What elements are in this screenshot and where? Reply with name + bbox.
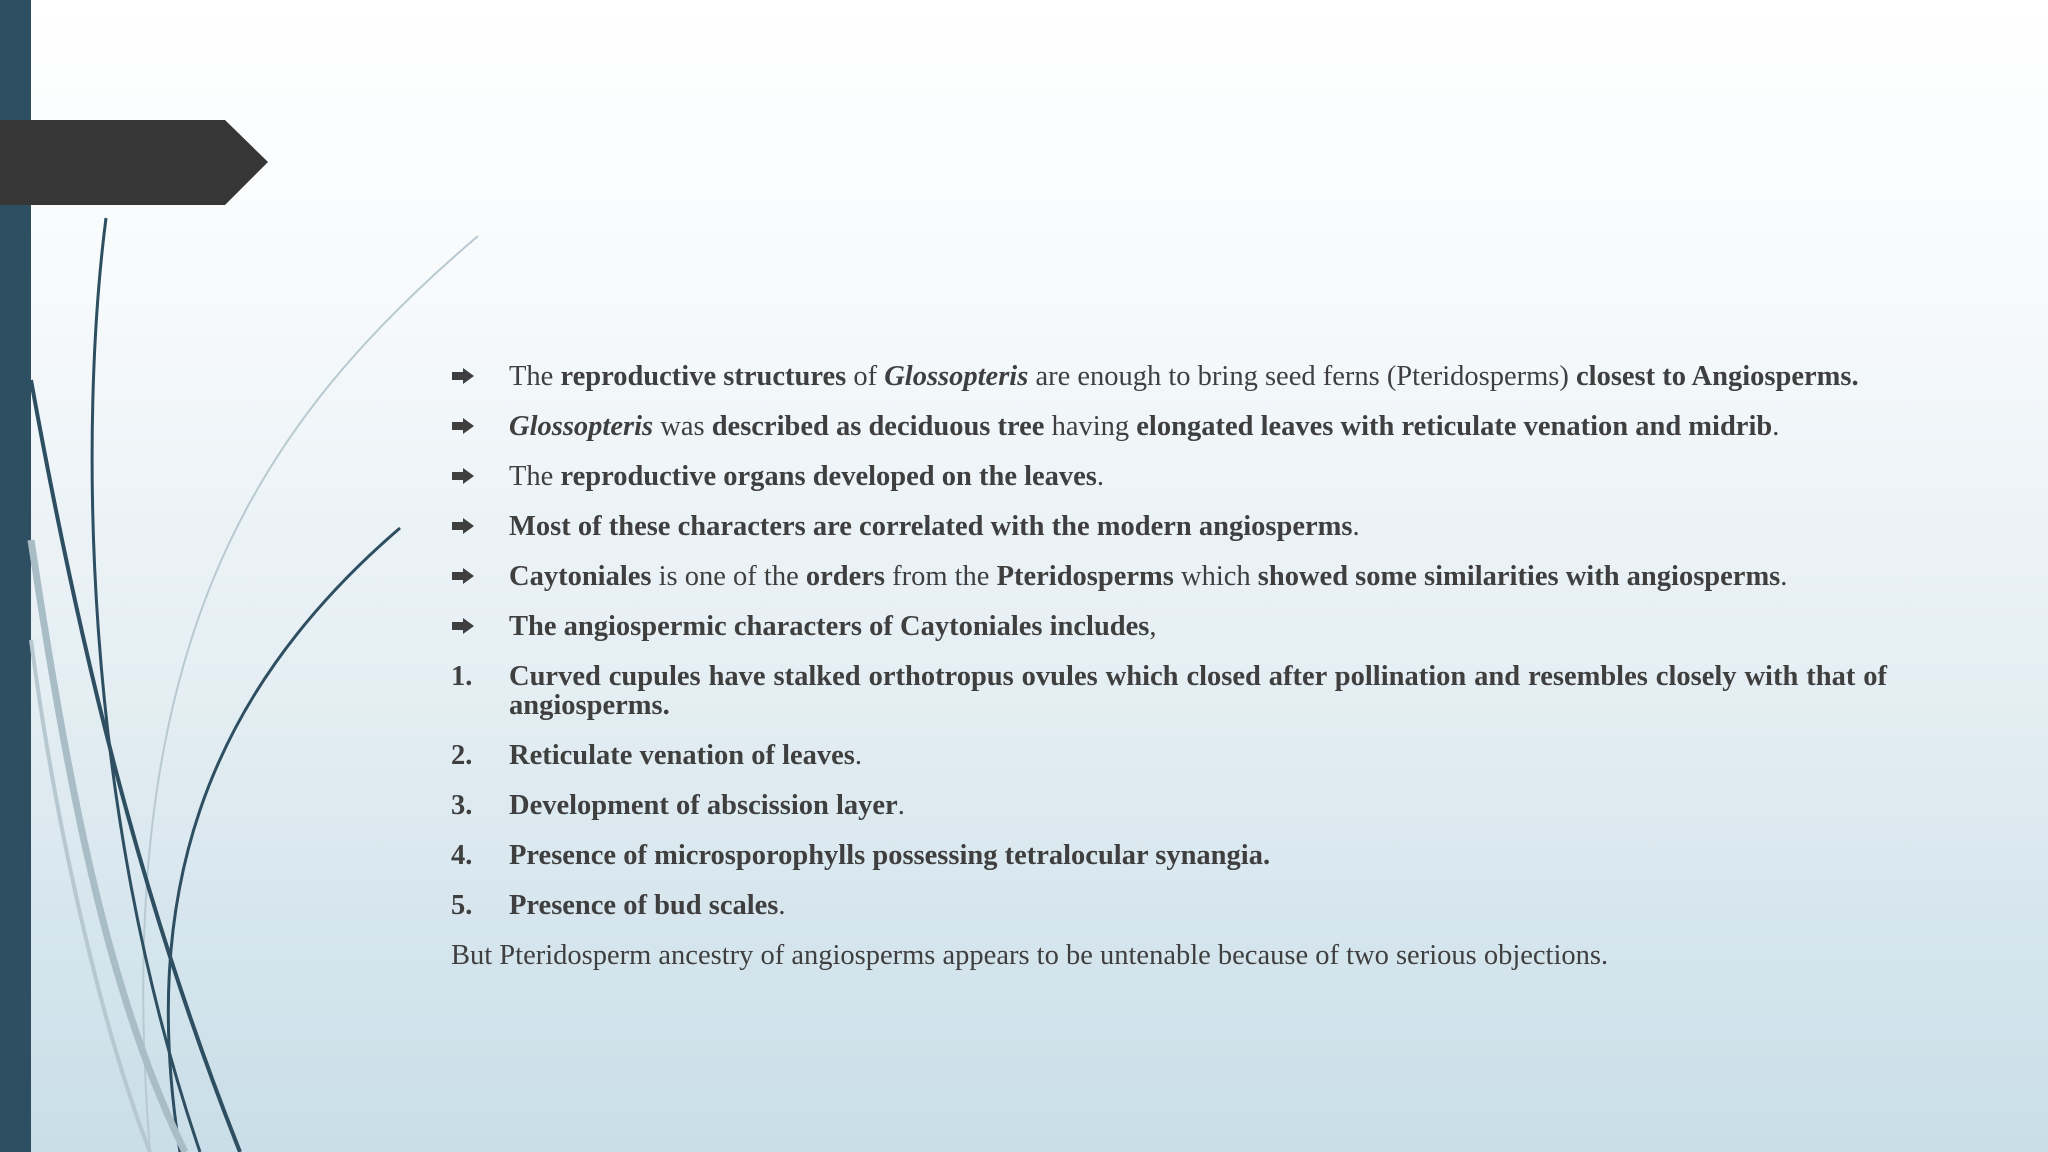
text-run: , [1149, 611, 1157, 642]
numbered-text [509, 790, 905, 821]
text-run: Glossopteris [509, 411, 654, 442]
text-run: reproductive organs developed on the leaves [560, 461, 1097, 492]
text-run: . [854, 740, 863, 771]
text-run: reproductive structures [560, 361, 847, 392]
text-run: Presence of bud scales [509, 890, 779, 921]
item-number: 5. [451, 890, 473, 921]
text-run: Glossopteris [884, 361, 1029, 392]
arrow-bullet-icon [452, 518, 474, 534]
text-run: Pteridosperms [996, 561, 1174, 592]
text-run: having [1044, 411, 1137, 442]
text-run: closest to Angiosperms. [1576, 361, 1859, 392]
text-run: elongated leaves with reticulate venation and midrib [1136, 411, 1773, 442]
bullet-item [451, 412, 1918, 441]
numbered-item [451, 791, 1918, 820]
numbered-text [509, 740, 862, 771]
text-run: described as deciduous tree [711, 411, 1045, 442]
numbered-text [509, 890, 786, 921]
bullet-text [509, 361, 1859, 392]
numbered-text [509, 840, 1270, 871]
bullet-text [509, 411, 1779, 442]
slide-content [451, 362, 1918, 991]
numbered-text [509, 661, 1918, 721]
text-run: is one of the [651, 561, 806, 592]
text-run: . [1096, 461, 1105, 492]
item-number: 4. [451, 840, 473, 871]
title-tab-shape [0, 120, 268, 205]
text-run: Development of abscission layer [509, 790, 898, 821]
numbered-item [451, 662, 1918, 720]
text-run: Most of these characters are correlated with the modern angiosperms [509, 511, 1353, 542]
item-number: 1. [451, 661, 473, 692]
text-run: Presence of microsporophylls possessing tetralocular synangia. [509, 840, 1271, 871]
text-run: Reticulate venation of leaves [509, 740, 855, 771]
text-run: showed some similarities with angiosperms [1257, 561, 1781, 592]
text-run: . [1352, 511, 1360, 542]
text-run: . [778, 890, 786, 921]
bullet-text [509, 461, 1104, 492]
text-run: was [653, 411, 712, 442]
text-run: of [846, 361, 885, 392]
arrow-bullet-icon [452, 468, 474, 484]
item-number: 2. [451, 740, 473, 771]
text-run: from the [884, 561, 997, 592]
text-run: The angiospermic characters of Caytoniales includes [509, 611, 1150, 642]
numbered-item [451, 741, 1918, 770]
numbered-item [451, 891, 1918, 920]
text-run: . [1772, 411, 1780, 442]
bullet-text [509, 511, 1360, 542]
bullet-text [509, 561, 1787, 592]
numbered-item [451, 841, 1918, 870]
bullet-item [451, 362, 1918, 391]
bullet-item [451, 512, 1918, 541]
bullet-item [451, 462, 1918, 491]
text-run: The [509, 461, 561, 492]
arrow-bullet-icon [452, 618, 474, 634]
text-run: Curved cupules have stalked orthotropus ovules which closed after pollination and resembles closely with that of angiosperms. [509, 661, 1918, 721]
arrow-bullet-icon [452, 418, 474, 434]
text-run: are enough to bring seed ferns (Pteridosperms) [1028, 361, 1576, 392]
text-run: which [1173, 561, 1258, 592]
text-run: orders [805, 561, 885, 592]
bullet-item [451, 562, 1918, 591]
arrow-bullet-icon [452, 368, 474, 384]
conclusion-text: But Pteridosperm ancestry of angiosperms appears to be untenable because of two serious objections. [451, 940, 1609, 971]
text-run: The [509, 361, 561, 392]
text-run: . [897, 790, 905, 821]
bullet-item [451, 612, 1918, 641]
arrow-bullet-icon [452, 568, 474, 584]
text-run: . [1780, 561, 1788, 592]
item-number: 3. [451, 790, 473, 821]
text-run: Caytoniales [509, 561, 652, 592]
bullet-text [509, 611, 1157, 642]
